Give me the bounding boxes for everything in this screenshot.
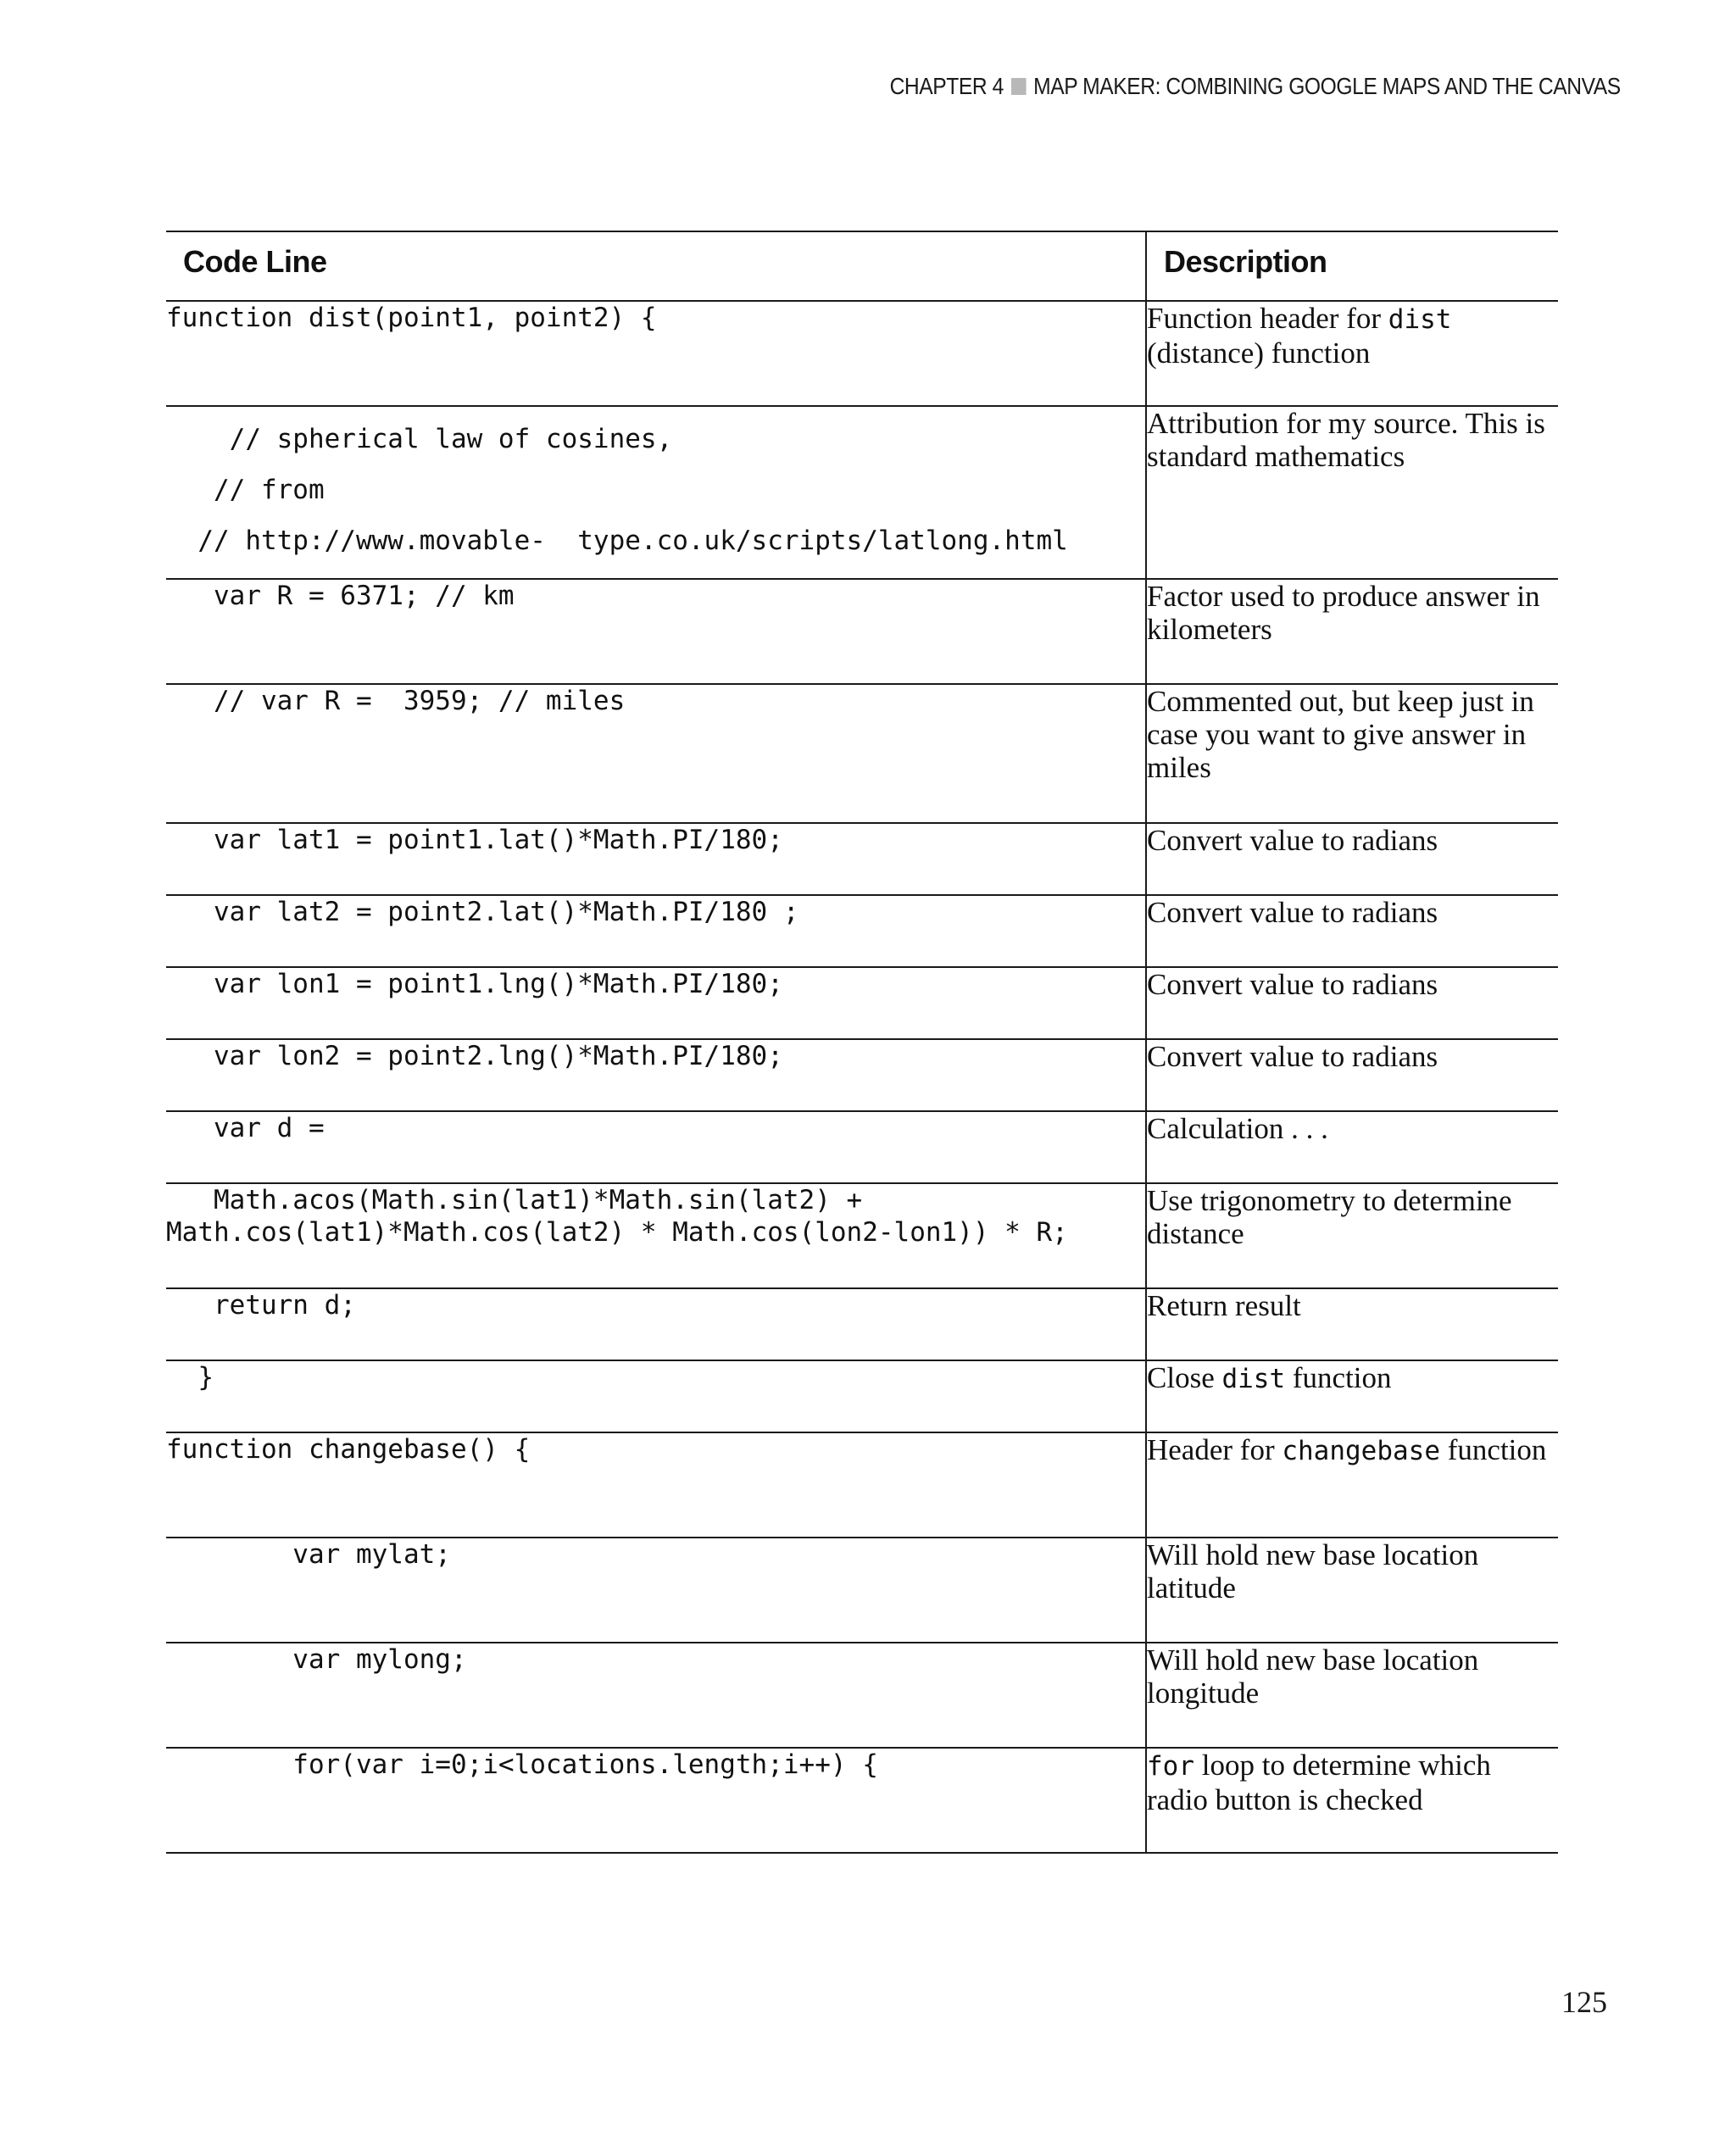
description-cell	[1146, 1111, 1558, 1183]
description-cell	[1146, 1288, 1558, 1360]
column-header-code: Code Line	[183, 244, 327, 279]
description-text: Return result	[1147, 1289, 1301, 1322]
table-row	[166, 684, 1558, 823]
table-row	[166, 1288, 1558, 1360]
table-row	[166, 1111, 1558, 1183]
chapter-title: MAP MAKER: COMBINING GOOGLE MAPS AND THE CANVAS	[1033, 73, 1621, 99]
description-text: Use trigonometry to determine distance	[1147, 1184, 1512, 1250]
separator-square-icon	[1011, 78, 1027, 95]
code-line-cell	[166, 823, 1146, 895]
code-description-table	[166, 231, 1558, 1854]
code-line: var mylat;	[166, 1539, 451, 1570]
code-line: function changebase() {	[166, 1434, 531, 1465]
code-line: // from	[166, 475, 325, 505]
code-line: var d =	[166, 1113, 325, 1143]
description-code-term: changebase	[1282, 1436, 1440, 1466]
code-line-cell	[166, 406, 1146, 579]
code-line: var lat2 = point2.lat()*Math.PI/180 ;	[166, 897, 799, 927]
description-cell	[1146, 1360, 1558, 1432]
code-line-cell	[166, 301, 1146, 406]
description-text: Will hold new base location longitude	[1147, 1643, 1479, 1710]
code-line: Math.cos(lat1)*Math.cos(lat2) * Math.cos(lon2-lon1)) * R;	[166, 1217, 1068, 1248]
chapter-label: CHAPTER 4	[889, 73, 1004, 99]
table-row	[166, 1643, 1558, 1748]
code-line: var lat1 = point1.lat()*Math.PI/180;	[166, 825, 783, 855]
table-row	[166, 823, 1558, 895]
code-line: var lon2 = point2.lng()*Math.PI/180;	[166, 1041, 783, 1071]
description-text: Convert value to radians	[1147, 968, 1438, 1001]
code-line-cell	[166, 967, 1146, 1039]
code-line: var R = 6371; // km	[166, 581, 515, 611]
description-text: Commented out, but keep just in case you want to give answer in miles	[1147, 685, 1534, 784]
table-row	[166, 895, 1558, 967]
description-text: Attribution for my source. This is standard mathematics	[1147, 407, 1545, 473]
table-row	[166, 967, 1558, 1039]
description-text: Factor used to produce answer in kilometers	[1147, 580, 1540, 646]
description-cell	[1146, 301, 1558, 406]
table-row	[166, 1432, 1558, 1538]
description-cell	[1146, 967, 1558, 1039]
code-line: // var R = 3959; // miles	[166, 686, 626, 716]
code-line-cell	[166, 1039, 1146, 1111]
code-line-cell	[166, 895, 1146, 967]
description-text: Will hold new base location latitude	[1147, 1538, 1479, 1604]
code-line: // http://www.movable- type.co.uk/scripts/latlong.html	[166, 526, 1068, 556]
description-cell	[1146, 823, 1558, 895]
description-cell	[1146, 1748, 1558, 1853]
code-line: function dist(point1, point2) {	[166, 303, 657, 333]
code-line-cell	[166, 579, 1146, 684]
description-text: Close	[1147, 1361, 1222, 1394]
code-line: for(var i=0;i<locations.length;i++) {	[166, 1749, 878, 1780]
table-row	[166, 301, 1558, 406]
description-cell	[1146, 684, 1558, 823]
table-row	[166, 1183, 1558, 1288]
code-line-cell	[166, 1748, 1146, 1853]
table-row	[166, 1360, 1558, 1432]
code-line-cell	[166, 1538, 1146, 1643]
description-text: Calculation . . .	[1147, 1112, 1328, 1145]
description-text: Convert value to radians	[1147, 896, 1438, 929]
description-text: Header for	[1147, 1433, 1283, 1466]
code-line-cell	[166, 1432, 1146, 1538]
description-code-term: dist	[1221, 1364, 1286, 1394]
description-text: loop to determine which radio button is checked	[1147, 1749, 1491, 1816]
page-number: 125	[1561, 1985, 1607, 2019]
description-text: Convert value to radians	[1147, 824, 1438, 857]
description-cell	[1146, 1538, 1558, 1643]
code-line-cell	[166, 1360, 1146, 1432]
code-line-cell	[166, 1288, 1146, 1360]
description-cell	[1146, 406, 1558, 579]
code-line: }	[166, 1362, 214, 1393]
code-line: var lon1 = point1.lng()*Math.PI/180;	[166, 969, 783, 999]
code-line: Math.acos(Math.sin(lat1)*Math.sin(lat2) +	[166, 1185, 863, 1215]
description-text: function	[1285, 1361, 1392, 1394]
code-line: var mylong;	[166, 1644, 467, 1675]
code-line: // spherical law of cosines,	[166, 424, 673, 454]
description-text: (distance) function	[1147, 336, 1371, 370]
description-text: Convert value to radians	[1147, 1040, 1438, 1073]
description-code-term: dist	[1388, 304, 1452, 335]
description-cell	[1146, 1183, 1558, 1288]
table-row	[166, 1039, 1558, 1111]
description-cell	[1146, 1039, 1558, 1111]
running-head	[890, 73, 1621, 100]
description-cell	[1146, 895, 1558, 967]
table-row	[166, 1538, 1558, 1643]
table-row	[166, 579, 1558, 684]
table-row	[166, 406, 1558, 579]
code-line-cell	[166, 1183, 1146, 1288]
code-line: return d;	[166, 1290, 356, 1321]
description-text: function	[1440, 1433, 1547, 1466]
description-code-term: for	[1147, 1751, 1194, 1782]
column-header-description: Description	[1146, 231, 1558, 301]
description-cell	[1146, 579, 1558, 684]
description-cell	[1146, 1432, 1558, 1538]
code-line-cell	[166, 1111, 1146, 1183]
table-header-row	[166, 231, 1558, 301]
description-cell	[1146, 1643, 1558, 1748]
description-text: Function header for	[1147, 302, 1388, 335]
code-line-cell	[166, 684, 1146, 823]
table-row	[166, 1748, 1558, 1853]
code-line-cell	[166, 1643, 1146, 1748]
